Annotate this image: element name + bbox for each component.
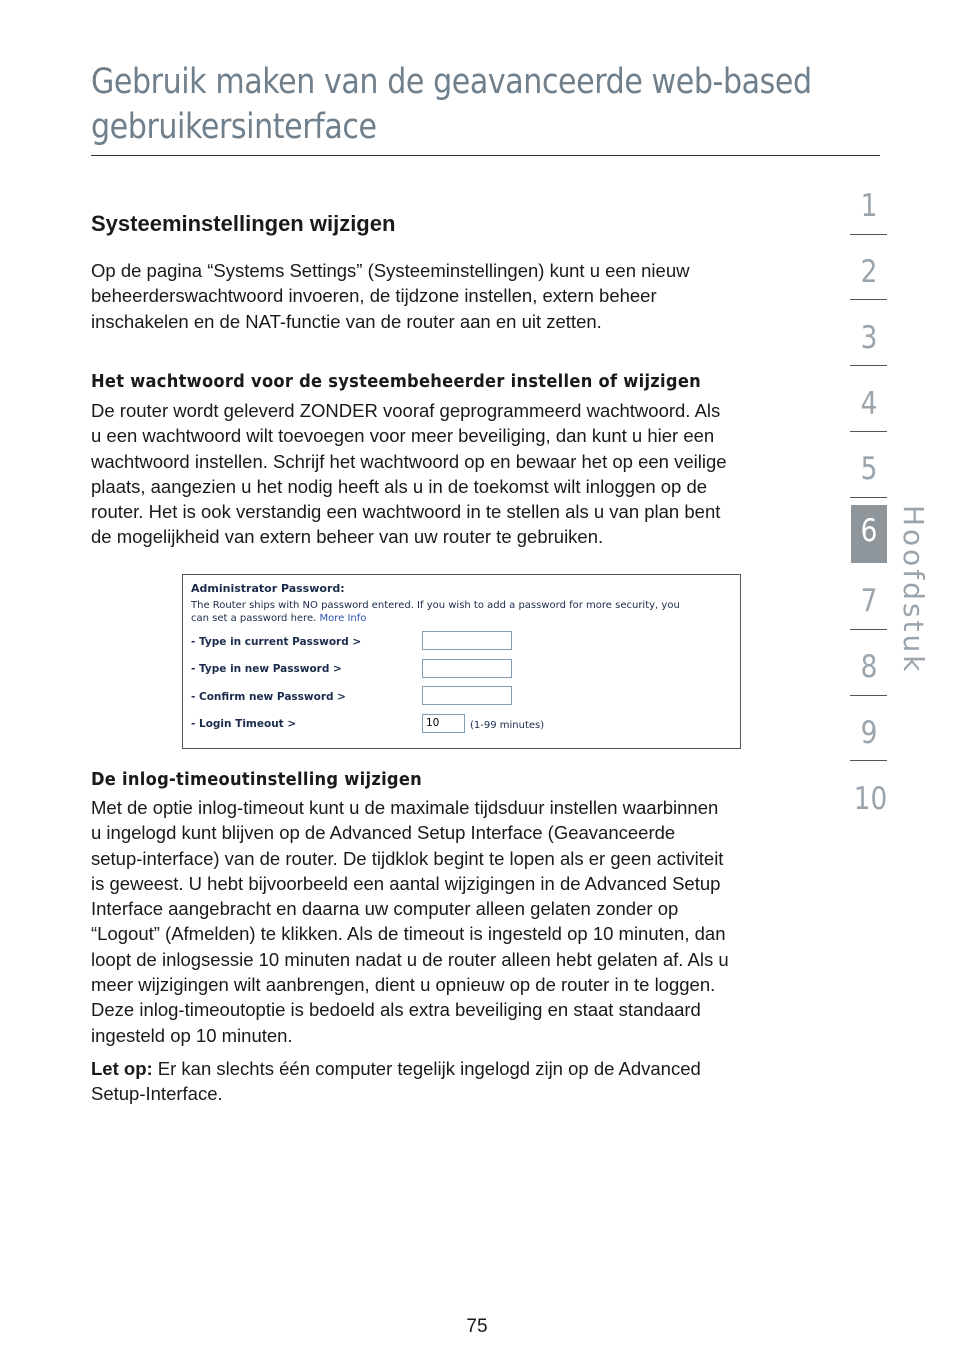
chapter-divider <box>850 299 887 300</box>
chapter-7: 7 <box>860 583 878 619</box>
description-line <box>191 612 731 625</box>
note-label: Let op: <box>91 1058 153 1079</box>
intro-paragraph <box>91 258 806 334</box>
chapter-8: 8 <box>860 649 878 685</box>
note-line <box>91 1056 806 1081</box>
password-subheading: Het wachtwoord voor de systeembeheerder instellen of wijzigen <box>91 372 702 392</box>
password-line: plaats, aangezien u het nodig heeft als u in de toekomst wilt inloggen op de <box>91 475 708 497</box>
password-line: De router wordt geleverd ZONDER vooraf geprogrammeerd wachtwoord. Als <box>91 400 721 421</box>
timeout-line: “Logout” (Afmelden) te klikken. Als de timeout is ingesteld op 10 minuten, dan <box>91 923 726 945</box>
title-divider <box>91 155 880 156</box>
password-line: de mogelijkheid van extern beheer van uw router te gebruiken. <box>91 526 604 548</box>
page-title <box>91 60 812 150</box>
password-line: router. Het is ook verstandig een wachtwoord in te stellen als u van plan bent <box>91 501 721 523</box>
chapter-divider <box>850 497 887 498</box>
timeout-line: meer wijzigingen wilt aanbrengen, dient u opnieuw op de router in te loggen. <box>91 974 716 996</box>
timeout-line: Deze inlog-timeoutoptie is bedoeld als extra beveiliging en staat standaard <box>91 999 701 1021</box>
chapter-6-active: 6 <box>860 513 878 549</box>
timeout-line: u ingelogd kunt blijven op de Advanced Setup Interface (Geavanceerde <box>91 822 676 844</box>
description-text: can set a password here. <box>191 613 317 624</box>
intro-line: Op de pagina “Systems Settings” (Systeeminstellingen) kunt u een nieuw <box>91 260 690 281</box>
chapter-9: 9 <box>860 715 878 751</box>
more-info-link[interactable]: More Info <box>319 613 367 624</box>
chapter-divider <box>850 695 887 696</box>
current-password-label: - Type in current Password > <box>191 636 362 648</box>
timeout-line: Interface aangebracht en daarna uw computer alleen gelaten zonder op <box>91 898 679 920</box>
login-timeout-unit: (1-99 minutes) <box>470 720 545 731</box>
login-timeout-label: - Login Timeout > <box>191 718 297 730</box>
note-paragraph <box>91 1056 806 1107</box>
description-line: The Router ships with NO password entered. If you wish to add a password for more security, you <box>191 600 680 611</box>
chapter-divider <box>850 365 887 366</box>
confirm-password-input[interactable] <box>422 686 512 705</box>
timeout-line: ingesteld op 10 minuten. <box>91 1024 293 1046</box>
section-heading: Systeeminstellingen wijzigen <box>91 211 396 236</box>
timeout-line: setup-interface) van de router. De tijdklok begint te lopen als er geen activiteit <box>91 847 724 869</box>
chapter-divider <box>850 760 887 761</box>
note-text: Er kan slechts één computer tegelijk ingelogd zijn op de Advanced <box>152 1058 701 1079</box>
intro-line: inschakelen en de NAT-functie van de router aan en uit zetten. <box>91 310 602 332</box>
page-title-line-2: gebruikersinterface <box>91 107 377 147</box>
password-line: u een wachtwoord wilt toevoegen voor meer beveiliging, dan kunt u hier een <box>91 425 715 447</box>
timeout-line: Met de optie inlog-timeout kunt u de maximale tijdsduur instellen waarbinnen <box>91 797 719 818</box>
password-line: wachtwoord instellen. Schrijf het wachtwoord op en bewaar het op een veilige <box>91 450 727 472</box>
chapter-divider <box>850 431 887 432</box>
admin-password-screenshot <box>182 574 741 749</box>
chapter-2: 2 <box>860 254 878 290</box>
new-password-input[interactable] <box>422 659 512 678</box>
chapter-4: 4 <box>860 386 878 422</box>
chapter-label: Hoofdstuk <box>897 505 930 675</box>
timeout-subheading: De inlog-timeoutinstelling wijzigen <box>91 770 423 790</box>
chapter-divider <box>850 629 887 630</box>
chapter-10: 10 <box>853 781 888 817</box>
admin-password-heading: Administrator Password: <box>191 582 345 595</box>
password-paragraph <box>91 398 806 550</box>
note-line: Setup-Interface. <box>91 1083 223 1105</box>
chapter-divider <box>850 234 887 235</box>
timeout-line: is geweest. U hebt bijvoorbeeld een aantal wijzigingen in de Advanced Setup <box>91 872 721 894</box>
login-timeout-input[interactable]: 10 <box>422 714 465 733</box>
intro-line: beheerderswachtwoord invoeren, de tijdzone instellen, extern beheer <box>91 285 657 307</box>
page-number: 75 <box>466 1316 488 1337</box>
chapter-3: 3 <box>860 320 878 356</box>
timeout-line: loopt de inlogsessie 10 minuten nadat u de router alleen hebt gelaten af. Als u <box>91 948 729 970</box>
page-title-line-1: Gebruik maken van de geavanceerde web-based <box>91 62 812 102</box>
current-password-input[interactable] <box>422 631 512 650</box>
chapter-1: 1 <box>860 188 878 224</box>
timeout-paragraph <box>91 795 806 1048</box>
new-password-label: - Type in new Password > <box>191 663 342 675</box>
admin-password-description <box>191 599 731 625</box>
chapter-5: 5 <box>860 451 878 487</box>
confirm-password-label: - Confirm new Password > <box>191 691 346 703</box>
